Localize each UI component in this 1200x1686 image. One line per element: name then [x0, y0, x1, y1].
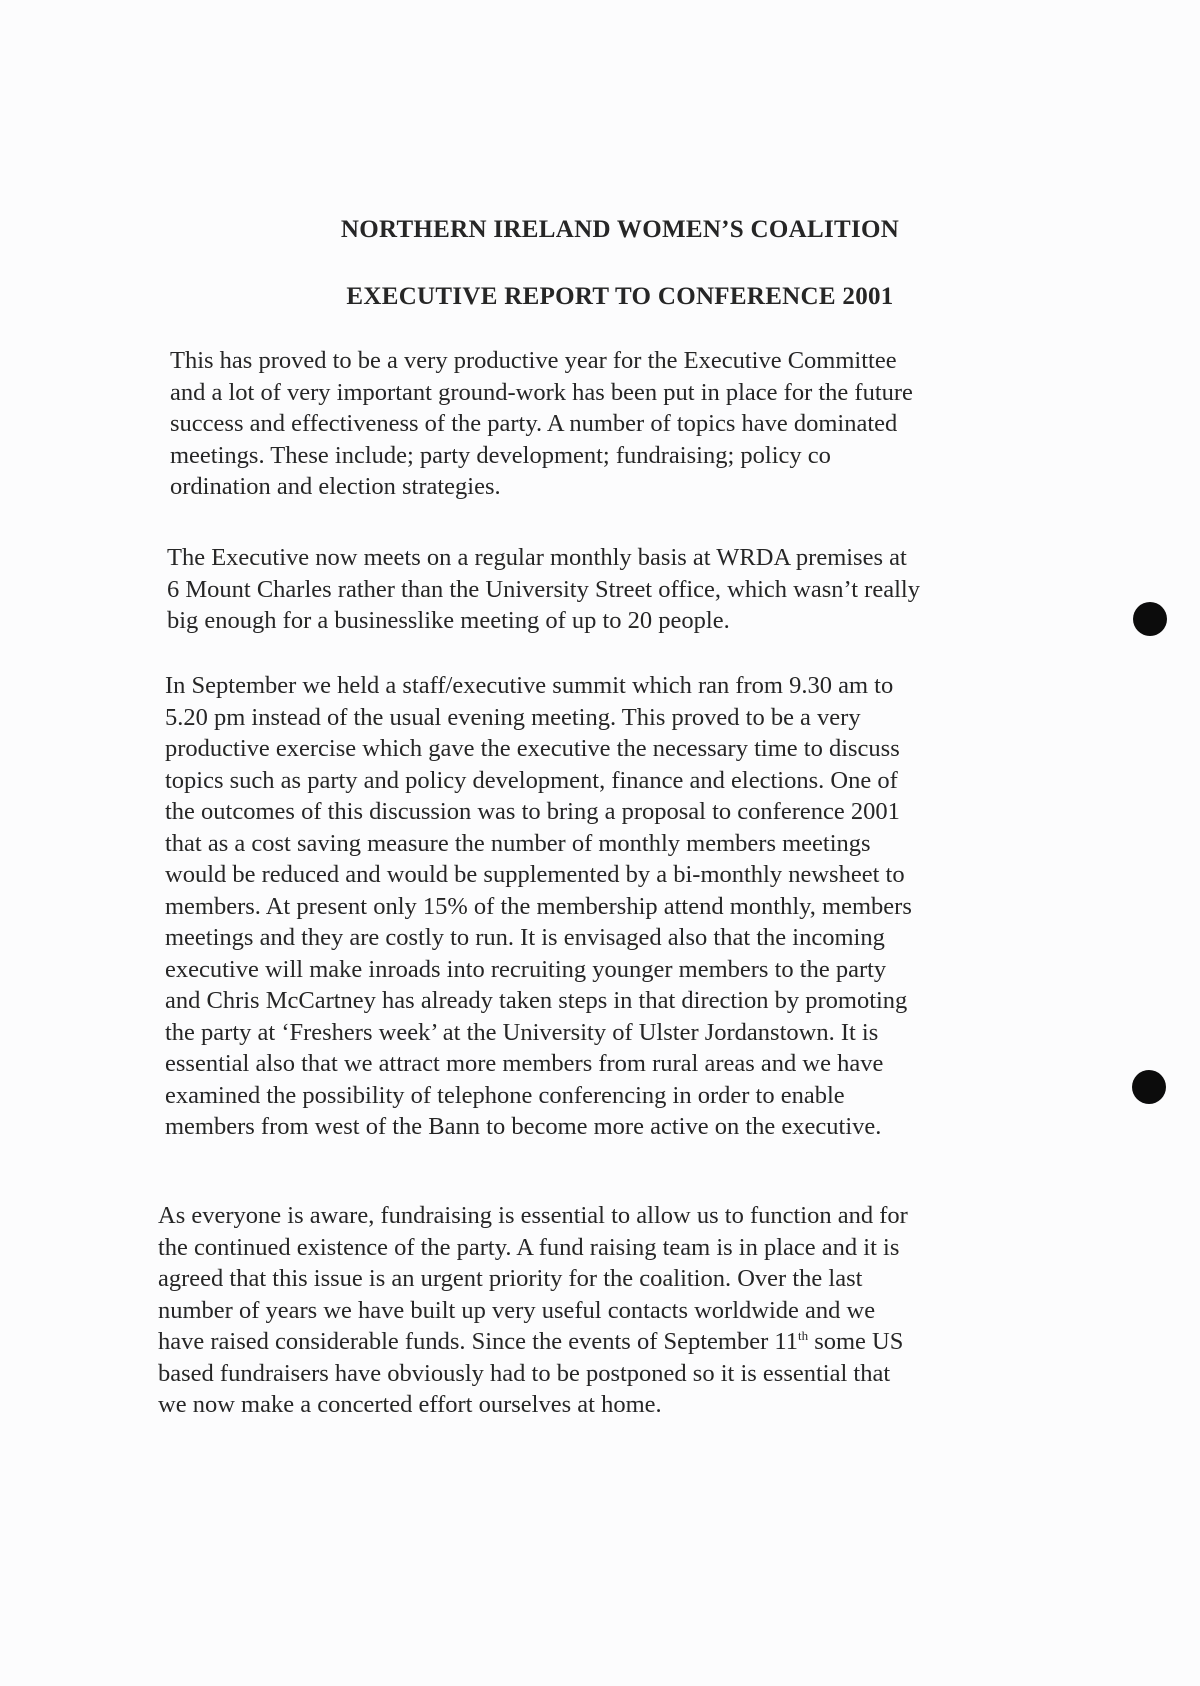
- paragraph-line: In September we held a staff/executive summit which ran from 9.30 am to: [165, 672, 894, 699]
- paragraph-summit: [165, 670, 912, 1143]
- paragraph-line: [158, 1326, 908, 1358]
- paragraph-line: and Chris McCartney has already taken steps in that direction by promoting: [165, 987, 908, 1014]
- paragraph-line: the party at ‘Freshers week’ at the University of Ulster Jordanstown. It is: [165, 1018, 879, 1046]
- paragraph-line: members. At present only 15% of the membership attend monthly, members: [165, 892, 912, 920]
- paragraph-line: executive will make inroads into recruiting younger members to the party: [165, 955, 887, 983]
- punch-hole: [1133, 602, 1167, 636]
- paragraph-line: agreed that this issue is an urgent priority for the coalition. Over the last: [158, 1265, 863, 1292]
- ordinal-suffix: th: [797, 1327, 809, 1343]
- document-title: NORTHERN IRELAND WOMEN’S COALITION: [340, 216, 900, 243]
- paragraph-line: meetings and they are costly to run. It is envisaged also that the incoming: [165, 924, 885, 951]
- paragraph-line: 5.20 pm instead of the usual evening meeting. This proved to be a very: [165, 703, 861, 731]
- paragraph-fundraising: [158, 1200, 908, 1421]
- paragraph-line: and a lot of very important ground-work has been put in place for the future: [170, 378, 913, 406]
- paragraph-line: 6 Mount Charles rather than the University Street office, which wasn’t really: [167, 575, 920, 603]
- paragraph-line: meetings. These include; party development; fundraising; policy co: [170, 441, 831, 469]
- paragraph-line: the outcomes of this discussion was to bring a proposal to conference 2001: [165, 798, 900, 825]
- paragraph-line: the continued existence of the party. A fund raising team is in place and it is: [158, 1233, 900, 1261]
- line-segment: some US: [814, 1328, 904, 1355]
- paragraph-line: big enough for a businesslike meeting of up to 20 people.: [167, 607, 730, 634]
- paragraph-intro: [170, 345, 913, 503]
- document-subtitle: EXECUTIVE REPORT TO CONFERENCE 2001: [346, 283, 894, 310]
- paragraph-line: ordination and election strategies.: [170, 473, 501, 500]
- paragraph-line: that as a cost saving measure the number of monthly members meetings: [165, 829, 871, 857]
- paragraph-line: we now make a concerted effort ourselves at home.: [158, 1391, 662, 1418]
- paragraph-line: examined the possibility of telephone conferencing in order to enable: [165, 1081, 845, 1109]
- paragraph-line: essential also that we attract more members from rural areas and we have: [165, 1050, 884, 1077]
- punch-hole: [1132, 1070, 1166, 1104]
- paragraph-line: members from west of the Bann to become more active on the executive.: [165, 1113, 882, 1140]
- paragraph-meetings: [167, 542, 920, 637]
- paragraph-line: number of years we have built up very useful contacts worldwide and we: [158, 1296, 876, 1324]
- paragraph-line: As everyone is aware, fundraising is essential to allow us to function and for: [158, 1202, 908, 1229]
- paragraph-line: The Executive now meets on a regular monthly basis at WRDA premises at: [167, 544, 907, 571]
- paragraph-line: topics such as party and policy development, finance and elections. One of: [165, 766, 898, 794]
- paragraph-line: This has proved to be a very productive year for the Executive Committee: [170, 347, 897, 374]
- paragraph-line: productive exercise which gave the executive the necessary time to discuss: [165, 735, 900, 762]
- line-segment: have raised considerable funds. Since the events of September 11: [158, 1328, 798, 1355]
- paragraph-line: success and effectiveness of the party. A number of topics have dominated: [170, 410, 898, 437]
- paragraph-line: based fundraisers have obviously had to be postponed so it is essential that: [158, 1359, 891, 1387]
- paragraph-line: would be reduced and would be supplemented by a bi-monthly newsheet to: [165, 861, 905, 888]
